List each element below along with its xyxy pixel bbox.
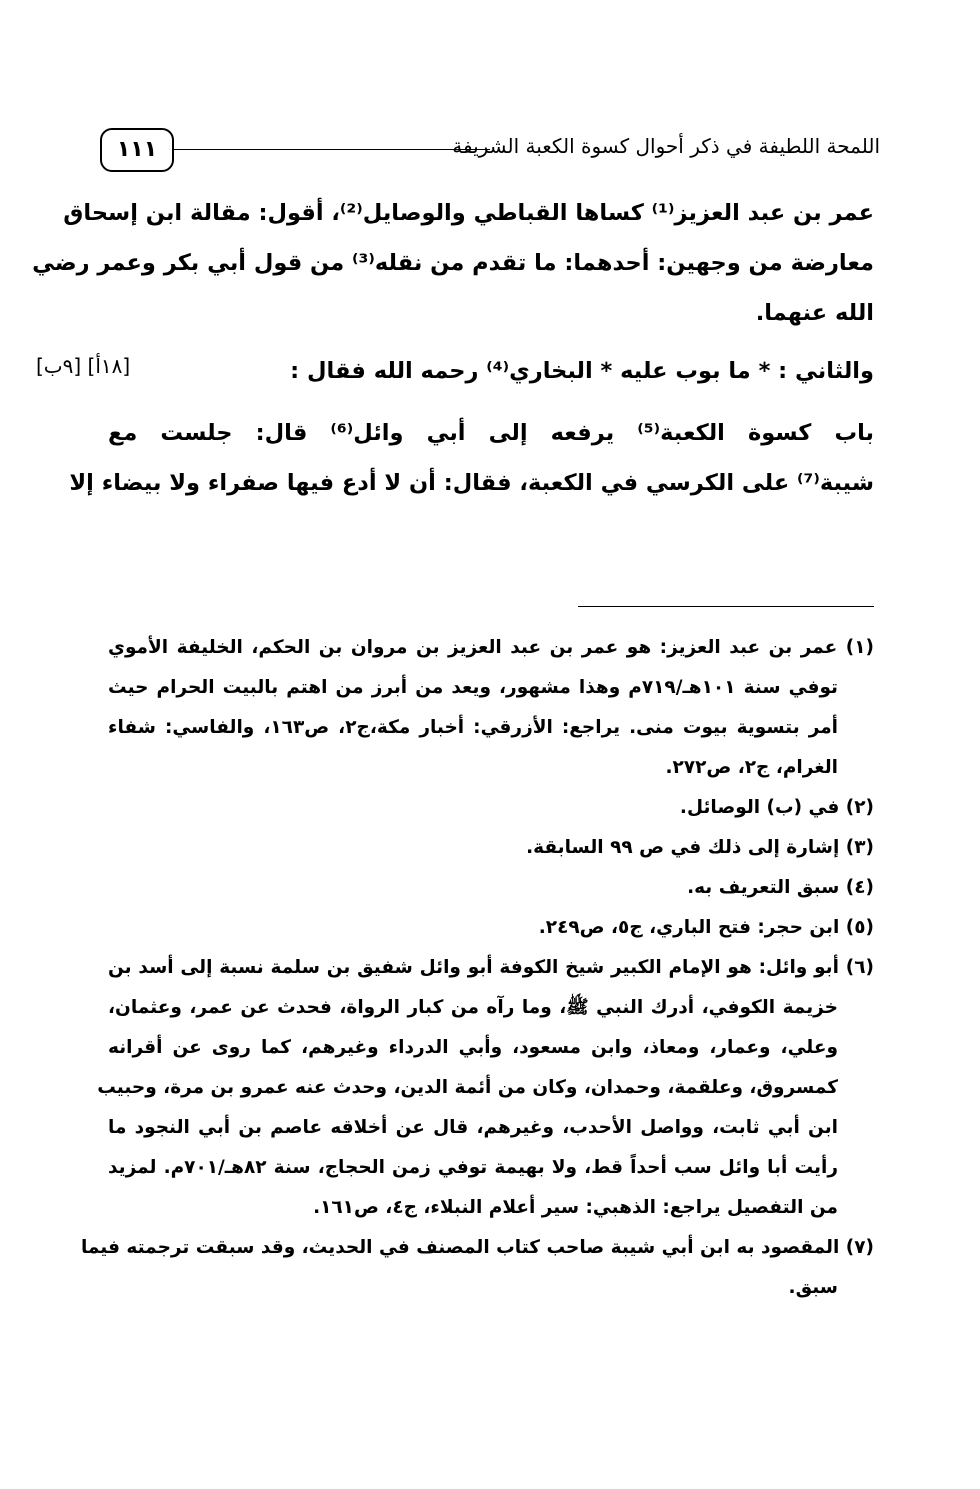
body-line: معارضة من وجهين: أحدهما: ما تقدم من نقله⁽³⁾ من قول أبي بكر وعمر رضي <box>32 250 874 276</box>
footnote-1-line: (١) عمر بن عبد العزيز: هو عمر بن عبد العزيز بن مروان بن الحكم، الخليفة الأموي <box>108 637 874 658</box>
footnote-4: (٤) سبق التعريف به. <box>687 877 874 898</box>
footnote-1-line: أمر بتسوية بيوت منى. يراجع: الأزرقي: أخبار مكة،ج٢، ص١٦٣، والفاسي: شفاء <box>108 717 838 738</box>
footnote-6-line: وعلي، وعمار، ومعاذ، وابن مسعود، وأبي الدرداء وغيرهم، كما روى عن أقرانه <box>108 1037 838 1058</box>
main-text-paragraph-2b <box>69 408 874 508</box>
footnote-6-line: رأيت أبا وائل سب أحداً قط، ولا بهيمة توفي زمن الحجاج، سنة ٨٢هـ/٧٠١م. لمزيد <box>108 1157 838 1178</box>
footnote-2: (٢) في (ب) الوصائل. <box>679 797 874 818</box>
main-text-paragraph-2a <box>144 346 874 396</box>
body-line: الله عنهما. <box>755 300 874 326</box>
footnote-3: (٣) إشارة إلى ذلك في ص ٩٩ السابقة. <box>526 837 874 858</box>
footnote-separator <box>578 606 874 607</box>
main-text <box>32 188 874 338</box>
footnote-5: (٥) ابن حجر: فتح الباري، ج٥، ص٢٤٩. <box>538 917 874 938</box>
footnote-6-line: (٦) أبو وائل: هو الإمام الكبير شيخ الكوفة أبو وائل شفيق بن سلمة نسبة إلى أسد بن <box>108 957 874 978</box>
manuscript-folio-reference: [١٨أ] [٩ب] <box>36 354 131 378</box>
body-line: شيبة⁽⁷⁾ على الكرسي في الكعبة، فقال: أن لا أدع فيها صفراء ولا بيضاء إلا <box>69 470 874 496</box>
footnote-6-line: خزيمة الكوفي، أدرك النبي ﷺ، وما رآه من كبار الرواة، فحدث عن عمر، وعثمان، <box>108 997 838 1018</box>
running-title: اللمحة اللطيفة في ذكر أحوال كسوة الكعبة الشريفة <box>452 134 880 158</box>
footnote-6-line: ابن أبي ثابت، وواصل الأحدب، وغيرهم، قال عن أخلاقه عاصم بن أبي النجود ما <box>108 1117 838 1138</box>
page-number-box: ١١١ <box>100 128 174 172</box>
header-rule <box>174 149 490 150</box>
footnotes <box>80 628 874 1308</box>
footnote-7-line: سبق. <box>788 1277 838 1298</box>
running-header <box>100 128 880 172</box>
body-line: باب كسوة الكعبة⁽⁵⁾ يرفعه إلى أبي وائل⁽⁶⁾ قال: جلست مع <box>108 420 874 446</box>
footnote-6-line: كمسروق، وعلقمة، وحمدان، وكان من أئمة الدين، وحدث عنه عمرو بن مرة، وحبيب <box>97 1077 838 1098</box>
footnote-7-line: (٧) المقصود به ابن أبي شيبة صاحب كتاب المصنف في الحديث، وقد سبقت ترجمته فيما <box>80 1237 874 1258</box>
footnote-6-line: من التفصيل يراجع: الذهبي: سير أعلام النبلاء، ج٤، ص١٦١. <box>313 1197 838 1218</box>
footnote-1-line: توفي سنة ١٠١هـ/٧١٩م وهذا مشهور، ويعد من أبرز من اهتم بالبيت الحرام حيث <box>108 677 838 698</box>
footnote-1-line: الغرام، ج٢، ص٢٧٢. <box>665 757 838 778</box>
body-line: عمر بن عبد العزيز⁽¹⁾ كساها القباطي والوصايل⁽²⁾، أقول: مقالة ابن إسحاق <box>63 200 874 226</box>
body-line: والثاني : * ما بوب عليه * البخاري⁽⁴⁾ رحمه الله فقال : <box>290 358 874 384</box>
